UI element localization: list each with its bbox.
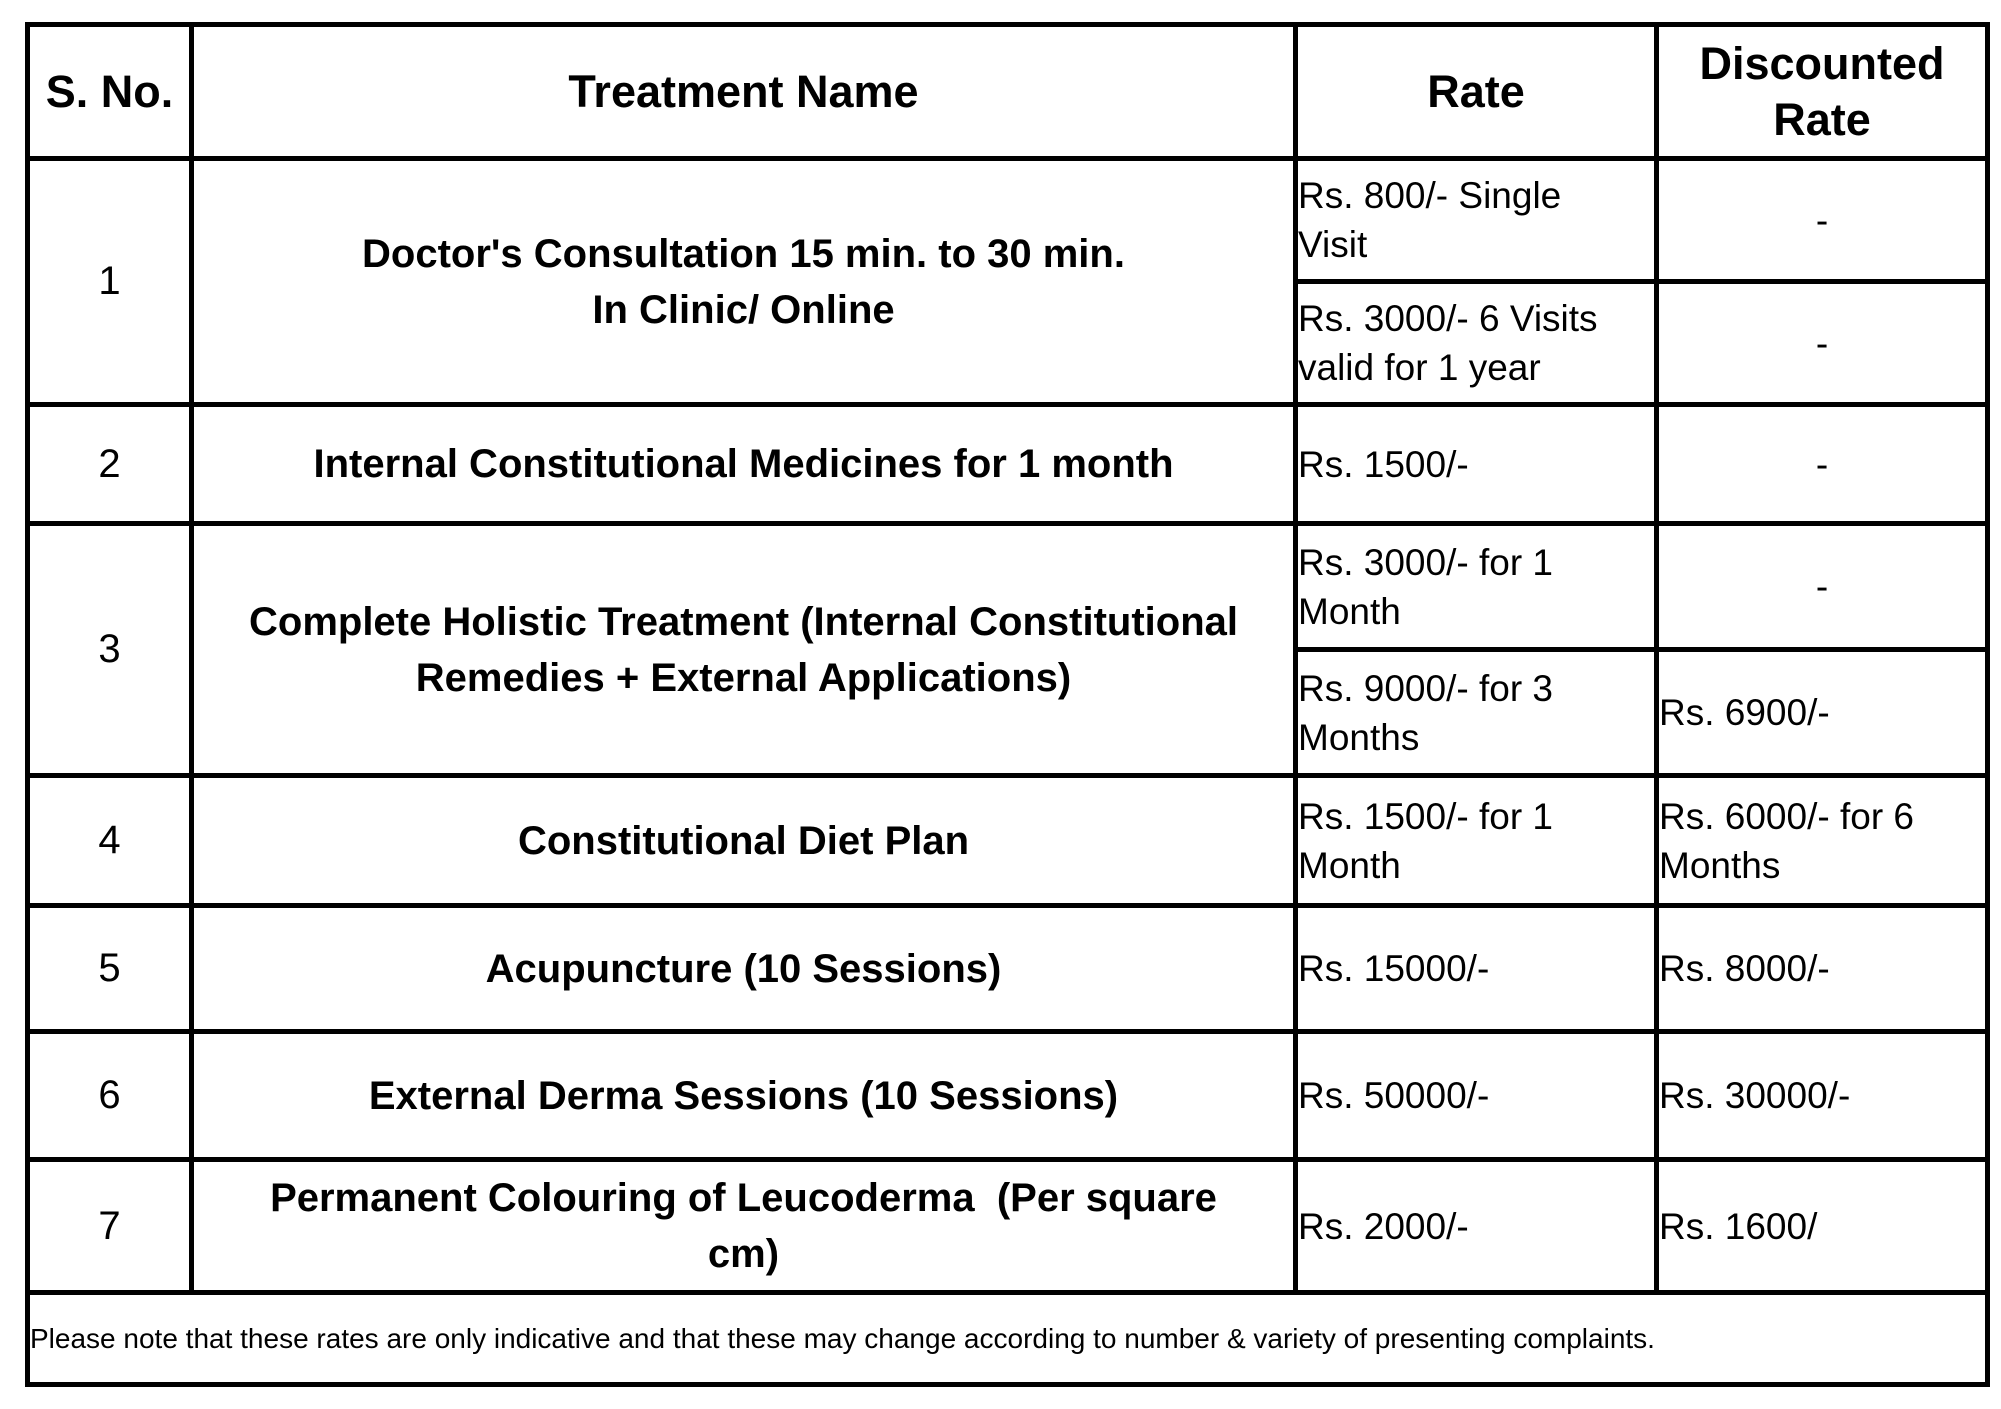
row-2-rate: Rs. 1500/-	[1296, 405, 1657, 524]
row-1-treatment-line2: In Clinic/ Online	[592, 287, 895, 332]
row-3-rate-option-2	[1296, 650, 1657, 776]
row-3-sno: 3	[28, 524, 192, 776]
row-3-discounted-option-2: Rs. 6900/-	[1657, 650, 1988, 776]
row-5-rate: Rs. 15000/-	[1296, 906, 1657, 1032]
row-5-discounted: Rs. 8000/-	[1657, 906, 1988, 1032]
row-1-rate-1-line1: Rs. 800/- Single	[1298, 175, 1562, 216]
row-6-rate: Rs. 50000/-	[1296, 1032, 1657, 1160]
table-row	[28, 405, 1988, 524]
row-1-rate-1-line2: Visit	[1298, 224, 1368, 265]
row-1-treatment	[192, 159, 1296, 405]
row-5-sno: 5	[28, 906, 192, 1032]
row-4-rate-line2: Month	[1298, 844, 1401, 886]
row-1-sno: 1	[28, 159, 192, 405]
row-6-discounted: Rs. 30000/-	[1657, 1032, 1988, 1160]
footnote-row	[28, 1293, 1988, 1385]
table-row	[28, 776, 1988, 906]
row-2-treatment: Internal Constitutional Medicines for 1 month	[192, 405, 1296, 524]
row-3-rate-1-line1: Rs. 3000/- for 1	[1298, 541, 1554, 583]
row-3-treatment-line1: Complete Holistic Treatment (Internal Constitutional	[249, 599, 1238, 644]
row-4-rate-line1: Rs. 1500/- for 1	[1298, 795, 1554, 837]
row-4-discounted	[1657, 776, 1988, 906]
table-row	[28, 524, 1988, 650]
row-1-rate-2-line1: Rs. 3000/- 6 Visits	[1298, 298, 1598, 339]
row-7-treatment-line2: cm)	[707, 1232, 780, 1276]
header-discounted-rate	[1657, 25, 1988, 159]
row-3-discounted-option-1: -	[1657, 524, 1988, 650]
rates-table	[25, 22, 1990, 1387]
row-7-rate: Rs. 2000/-	[1296, 1160, 1657, 1293]
row-4-discounted-line1: Rs. 6000/- for 6	[1659, 795, 1915, 837]
table-row	[28, 1160, 1988, 1293]
table-row	[28, 159, 1988, 282]
row-4-sno: 4	[28, 776, 192, 906]
row-1-rate-2-line2: valid for 1 year	[1298, 347, 1541, 388]
row-2-discounted: -	[1657, 405, 1988, 524]
row-1-discounted-option-1: -	[1657, 159, 1988, 282]
row-1-treatment-line1: Doctor's Consultation 15 min. to 30 min.	[362, 231, 1125, 276]
row-7-discounted: Rs. 1600/	[1657, 1160, 1988, 1293]
row-3-rate-2-line1: Rs. 9000/- for 3	[1298, 667, 1554, 709]
row-3-treatment-line2: Remedies + External Applications)	[415, 655, 1072, 700]
row-6-sno: 6	[28, 1032, 192, 1160]
header-row	[28, 25, 1988, 159]
row-1-discounted-option-2: -	[1657, 282, 1988, 405]
row-7-treatment	[192, 1160, 1296, 1293]
table-row	[28, 906, 1988, 1032]
row-4-discounted-line2: Months	[1659, 844, 1781, 886]
header-discounted-line2: Rate	[1773, 93, 1871, 145]
row-1-rate-option-2	[1296, 282, 1657, 405]
row-4-rate	[1296, 776, 1657, 906]
row-3-treatment	[192, 524, 1296, 776]
row-7-treatment-line1: Permanent Colouring of Leucoderma (Per square	[270, 1176, 1217, 1220]
row-6-treatment: External Derma Sessions (10 Sessions)	[192, 1032, 1296, 1160]
row-1-rate-option-1	[1296, 159, 1657, 282]
header-rate: Rate	[1296, 25, 1657, 159]
table-row	[28, 1032, 1988, 1160]
header-treatment-name: Treatment Name	[192, 25, 1296, 159]
row-2-sno: 2	[28, 405, 192, 524]
row-3-rate-2-line2: Months	[1298, 716, 1420, 758]
footnote: Please note that these rates are only indicative and that these may change according to number & variety of presenting complaints.	[28, 1293, 1988, 1385]
row-4-treatment: Constitutional Diet Plan	[192, 776, 1296, 906]
row-3-rate-1-line2: Month	[1298, 590, 1401, 632]
header-sno: S. No.	[28, 25, 192, 159]
row-7-sno: 7	[28, 1160, 192, 1293]
row-3-rate-option-1	[1296, 524, 1657, 650]
header-discounted-line1: Discounted	[1699, 37, 1945, 89]
row-5-treatment: Acupuncture (10 Sessions)	[192, 906, 1296, 1032]
